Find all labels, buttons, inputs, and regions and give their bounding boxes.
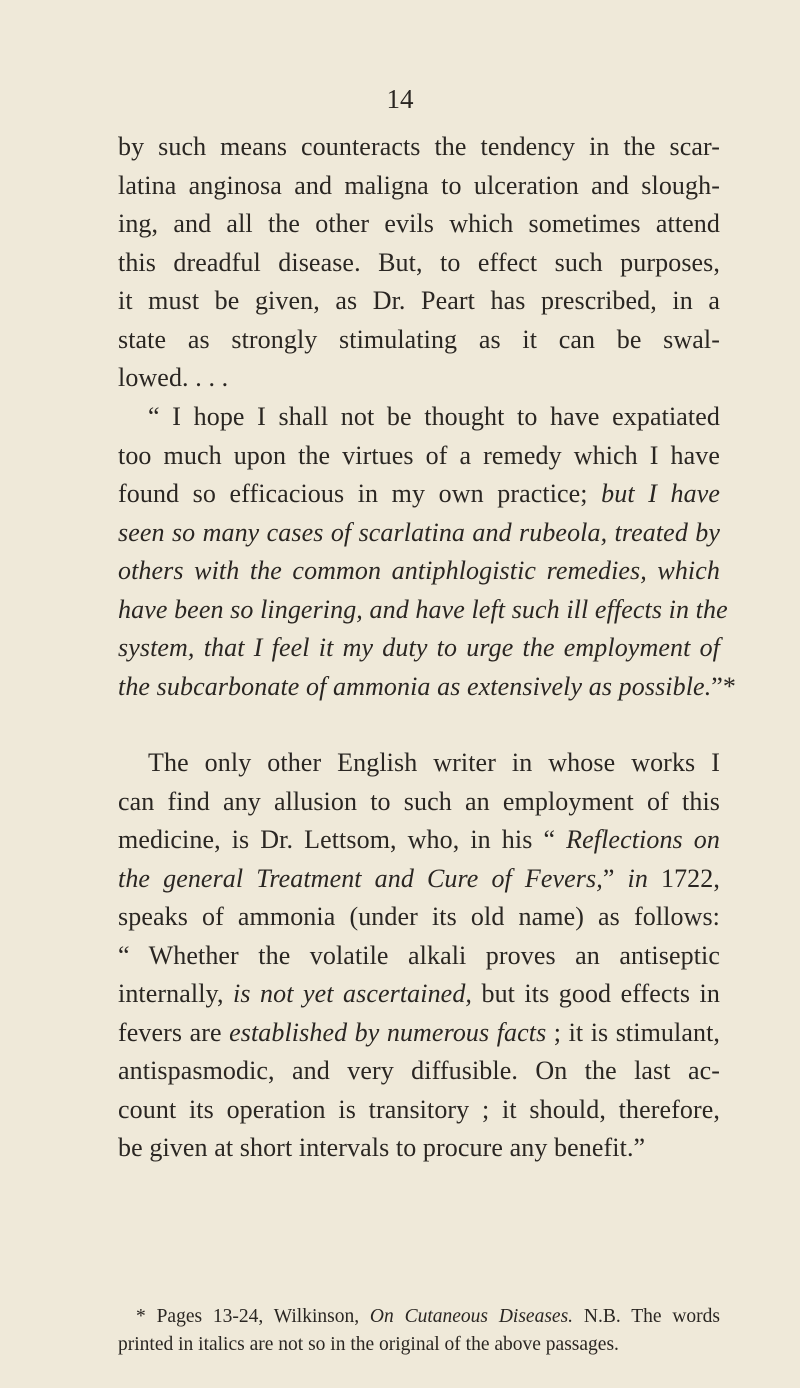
text-line xyxy=(118,1014,720,1053)
text-line: ing, and all the other evils which sometimes attend xyxy=(118,209,720,238)
italic-run: but I have xyxy=(601,479,720,508)
text-run: medicine, is Dr. Lettsom, who, in his “ xyxy=(118,825,567,854)
italic-run: seen so many cases of scarlatina and rubeola, treated by xyxy=(118,517,720,547)
text-line xyxy=(118,629,720,668)
text-line: state as strongly stimulating as it can be swal- xyxy=(118,324,720,354)
text-line: it must be given, as Dr. Peart has prescribed, in a xyxy=(118,286,720,315)
footnote xyxy=(118,1303,720,1359)
text-line xyxy=(118,821,720,860)
text-line: antispasmodic, and very diffusible. On the last ac- xyxy=(118,1056,720,1085)
text-line xyxy=(118,668,737,707)
text-line xyxy=(118,975,720,1014)
footnote-line xyxy=(118,1303,720,1331)
italic-run: in xyxy=(627,863,648,893)
page-number: 14 xyxy=(386,84,414,114)
text-line xyxy=(118,514,720,553)
paragraph-3 xyxy=(118,744,720,1168)
italic-run: the subcarbonate of ammonia as extensively as possible. xyxy=(118,671,712,701)
text-run: ; it is stimulant, xyxy=(546,1017,720,1047)
text-run: 1722, xyxy=(647,863,720,893)
text-line: speaks of ammonia (under its old name) as follows: xyxy=(118,902,720,931)
text-run: fevers are xyxy=(118,1017,230,1047)
text-line: be given at short intervals to procure any benefit.” xyxy=(118,1133,646,1162)
text-line: count its operation is transitory ; it should, therefore, xyxy=(118,1094,720,1124)
text-run: N.B. The words xyxy=(573,1306,721,1327)
text-line: by such means counteracts the tendency in the scar- xyxy=(118,132,720,161)
text-run: * Pages 13-24, Wilkinson, xyxy=(136,1306,370,1327)
text-line: “ I hope I shall not be thought to have expatiated xyxy=(148,402,720,431)
text-line xyxy=(118,552,720,591)
italic-run: Reflections on xyxy=(566,825,720,854)
text-line xyxy=(118,475,720,514)
italic-run: others with the common antiphlogistic remedies, which xyxy=(118,556,720,585)
italic-run: On Cutaneous Diseases. xyxy=(369,1306,574,1327)
text-line xyxy=(118,591,728,630)
italic-run: is not yet ascertained, xyxy=(233,979,473,1008)
italic-run: have been so lingering, and have left such ill effects in the xyxy=(118,594,728,624)
footnote-marker: ”* xyxy=(711,671,737,701)
text-run: internally, xyxy=(118,979,233,1008)
text-line: latina anginosa and maligna to ulceration and slough- xyxy=(118,170,720,200)
text-line: can find any allusion to such an employment of this xyxy=(118,786,720,816)
italic-run: established by numerous facts xyxy=(229,1017,547,1047)
paragraph-2-quotation xyxy=(118,398,737,706)
text-line xyxy=(118,860,720,899)
footnote-line: printed in italics are not so in the original of the above passages. xyxy=(118,1334,619,1355)
text-line: lowed. . . . xyxy=(118,363,229,392)
italic-run: the general Treatment and Cure of Fevers, xyxy=(118,863,603,893)
text-line: too much upon the virtues of a remedy which I have xyxy=(118,440,720,470)
text-run: found so efficacious in my own practice; xyxy=(118,479,602,508)
text-line: The only other English writer in whose works I xyxy=(148,748,720,777)
text-run: but its good effects in xyxy=(472,979,720,1008)
text-line: this dreadful disease. But, to effect such purposes, xyxy=(118,247,720,277)
text-run: ” xyxy=(602,863,628,893)
paragraph-1 xyxy=(118,128,720,398)
text-line: “ Whether the volatile alkali proves an antiseptic xyxy=(118,940,720,970)
italic-run: system, that I feel it my duty to urge the employment of xyxy=(118,633,720,662)
